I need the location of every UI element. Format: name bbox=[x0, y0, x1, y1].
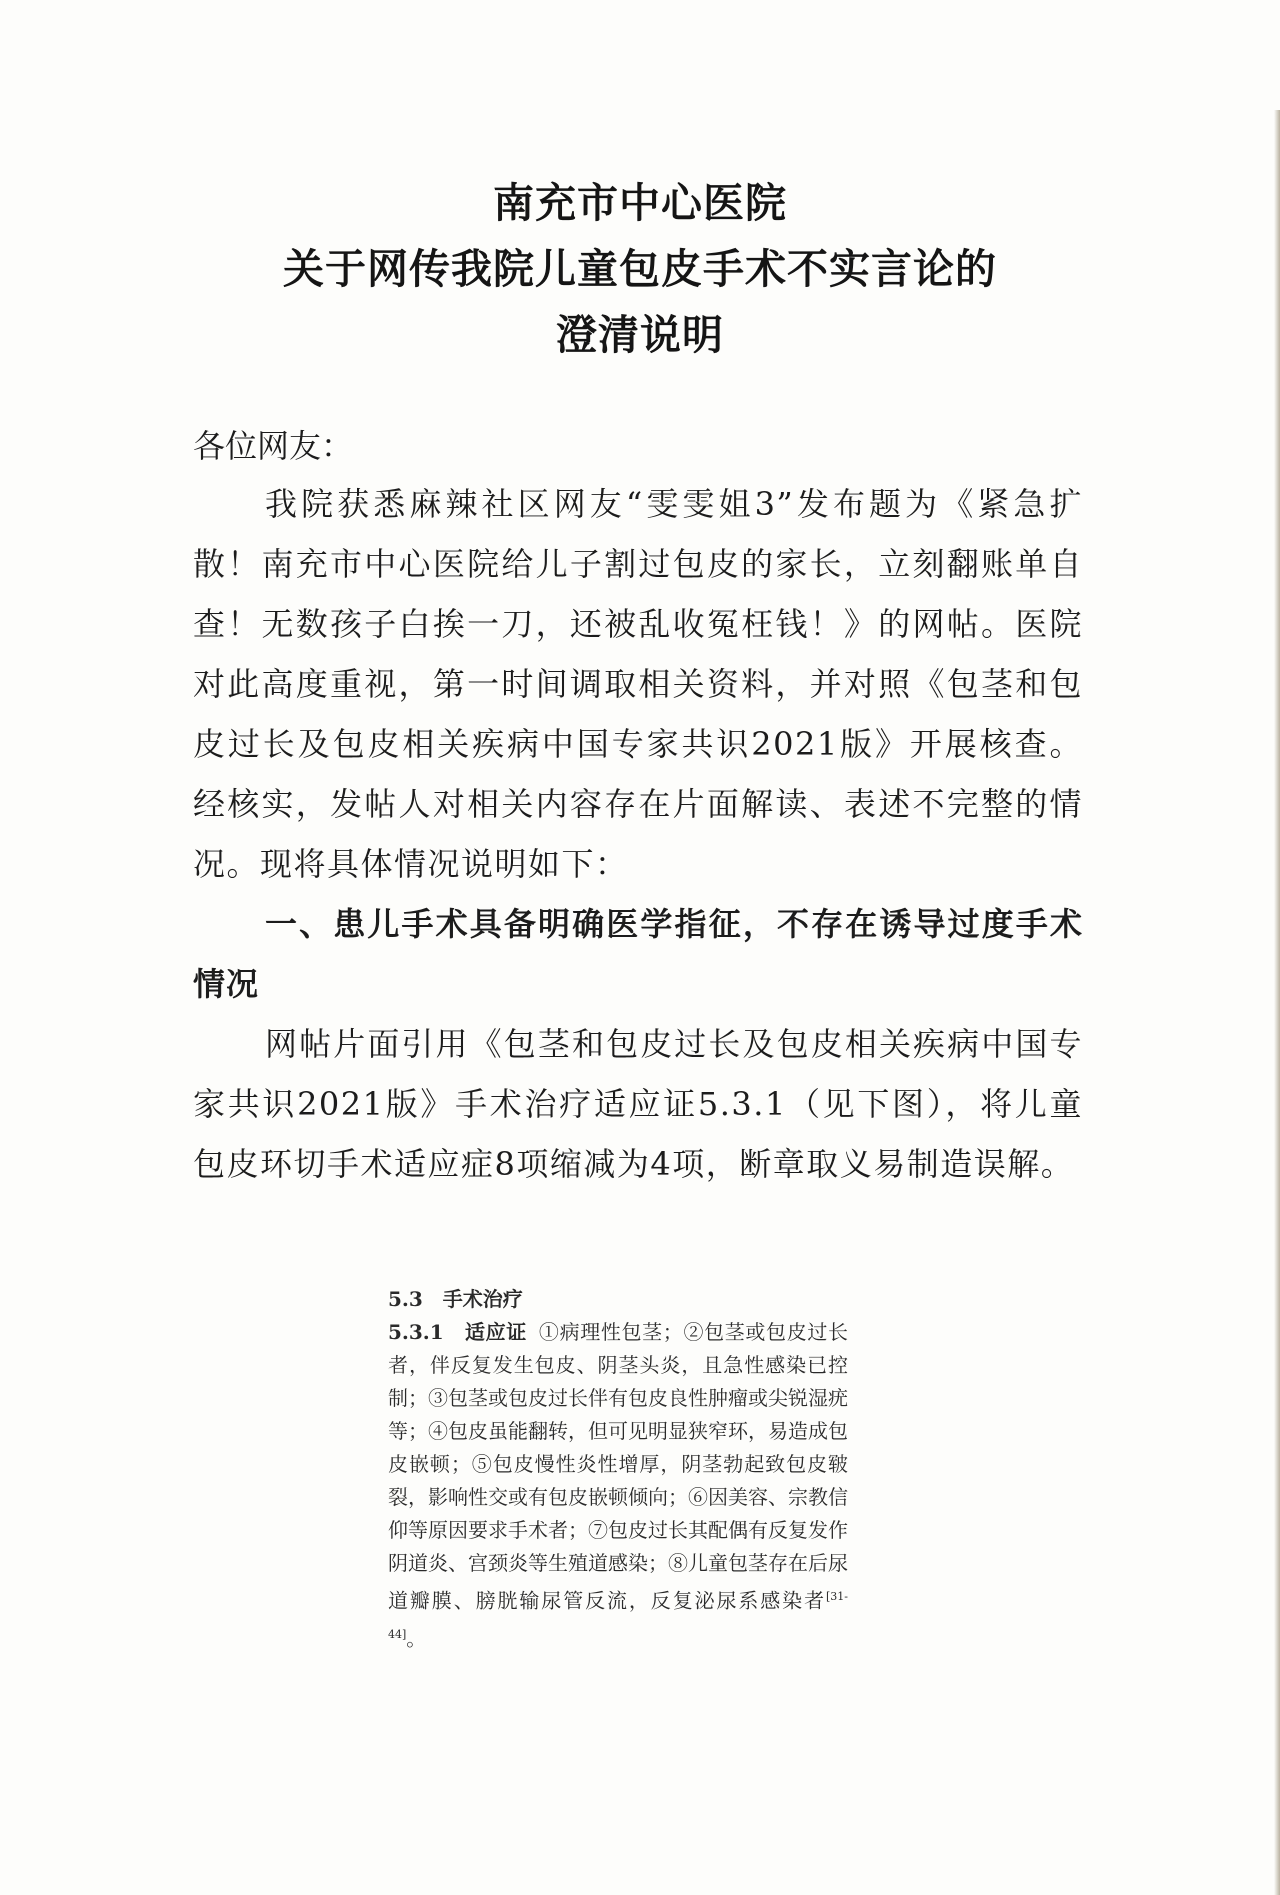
excerpt-section-title: 5.3 手术治疗 bbox=[388, 1287, 523, 1311]
page-edge-shadow bbox=[1274, 110, 1280, 1895]
section-heading-1: 一、患儿手术具备明确医学指征，不存在诱导过度手术情况 bbox=[193, 905, 1083, 1003]
title-clarification: 澄清说明 bbox=[556, 311, 724, 359]
excerpt-end-mark: 。 bbox=[406, 1626, 427, 1651]
document-body bbox=[193, 418, 1083, 1194]
excerpt-body bbox=[388, 1316, 848, 1655]
excerpt-indications-text: ①病理性包茎；②包茎或包皮过长者，伴反复发生包皮、阴茎头炎，且急性感染已控制；③包茎或包皮过长伴有包皮良性肿瘤或尖锐湿疣等；④包皮虽能翻转，但可见明显狭窄环，易造成包皮嵌顿；⑤包皮慢性炎性增厚，阴茎勃起致包皮皲裂，影响性交或有包皮嵌顿倾向；⑥因美容、宗教信仰等原因要求手术者；⑦包皮过长其配偶有反复发作阴道炎、宫颈炎等生殖道感染；⑧儿童包茎存在后尿道瓣膜、膀胱输尿管反流，反复泌尿系感染者 bbox=[388, 1320, 848, 1613]
paragraph-intro: 我院获悉麻辣社区网友“雯雯姐3”发布题为《紧急扩散！南充市中心医院给儿子割过包皮的家长，立刻翻账单自查！无数孩子白挨一刀，还被乱收冤枉钱！》的网帖。医院对此高度重视，第一时间调取相关资料，并对照《包茎和包皮过长及包皮相关疾病中国专家共识2021版》开展核查。经核实，发帖人对相关内容存在片面解读、表述不完整的情况。现将具体情况说明如下： bbox=[193, 485, 1083, 883]
salutation: 各位网友： bbox=[193, 427, 354, 465]
paragraph-explanation: 网帖片面引用《包茎和包皮过长及包皮相关疾病中国专家共识2021版》手术治疗适应证5.3.1（见下图），将儿童包皮环切手术适应症8项缩减为4项，断章取义易制造误解。 bbox=[193, 1025, 1083, 1183]
title-subject: 关于网传我院儿童包皮手术不实言论的 bbox=[283, 245, 997, 293]
excerpt-subsection-title: 5.3.1 适应证 bbox=[388, 1320, 527, 1344]
excerpt-reference: [31-44] bbox=[388, 1590, 848, 1641]
guideline-excerpt bbox=[388, 1283, 848, 1655]
title-hospital-name: 南充市中心医院 bbox=[493, 179, 787, 227]
document-title bbox=[0, 170, 1280, 368]
